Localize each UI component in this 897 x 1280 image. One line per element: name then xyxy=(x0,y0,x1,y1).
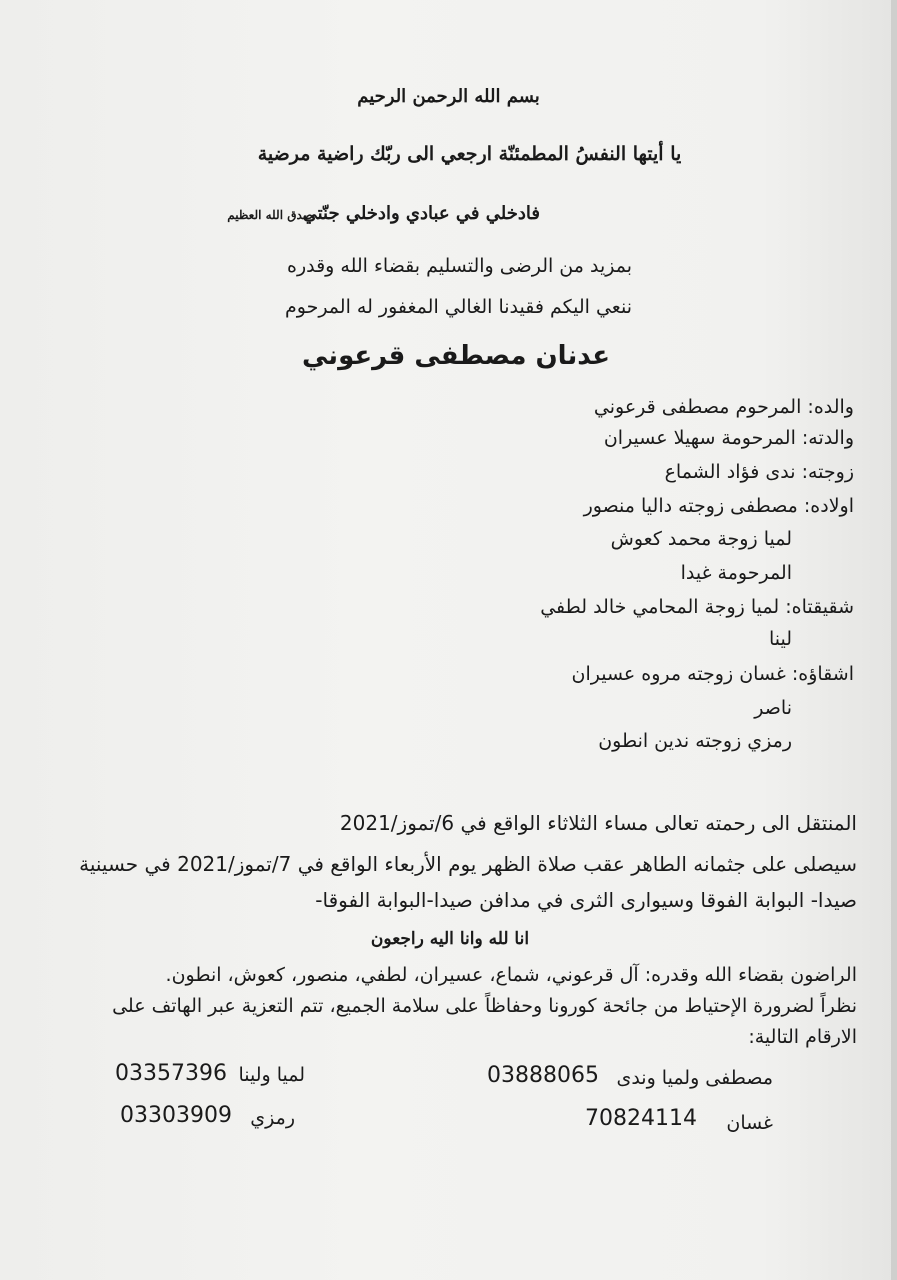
contact-name-1: مصطفى ولميا وندى xyxy=(616,1067,773,1089)
phone-notice-line-1: نظراً لضرورة الإحتياط من جائحة كورونا وحفاظاً على سلامة الجميع، تتم التعزية عبر الهاتف على xyxy=(112,995,857,1017)
mother-line: والدته: المرحومة سهيلا عسيران xyxy=(603,427,854,449)
brothers-line-3: رمزي زوجته ندين انطون xyxy=(598,730,792,752)
brothers-line-2: ناصر xyxy=(754,697,792,719)
contact-name-4: رمزي xyxy=(250,1107,295,1129)
sisters-line-1: شقيقتاه: لميا زوجة المحامي خالد لطفي xyxy=(540,596,854,618)
father-line: والده: المرحوم مصطفى قرعوني xyxy=(593,396,854,418)
children-line-3: المرحومة غيدا xyxy=(680,562,792,584)
contact-name-2: لميا ولينا xyxy=(238,1064,305,1086)
death-announcement: المنتقل الى رحمته تعالى مساء الثلاثاء الواقع في 6/تموز/2021 xyxy=(339,811,857,835)
children-line-2: لميا زوجة محمد كعوش xyxy=(610,528,792,550)
verse-suffix: صدق الله العظيم xyxy=(227,208,313,222)
contact-number-2: 03357396 xyxy=(115,1061,227,1086)
paper-edge xyxy=(891,0,897,1280)
funeral-line-1: سيصلى على جثمانه الطاهر عقب صلاة الظهر يوم الأربعاء الواقع في 7/تموز/2021 في حسينية xyxy=(79,852,857,876)
contact-number-1: 03888065 xyxy=(487,1063,599,1088)
brothers-line-1: اشقاؤه: غسان زوجته مروه عسيران xyxy=(571,663,854,685)
phone-notice-line-2: الارقام التالية: xyxy=(748,1026,857,1048)
children-line-1: اولاده: مصطفى زوجته داليا منصور xyxy=(583,495,854,517)
verse-line-2: فادخلي في عبادي وادخلي جنّتي xyxy=(302,203,540,224)
basmala: بسم الله الرحمن الرحيم xyxy=(357,86,540,107)
intro-line-1: بمزيد من الرضى والتسليم بقضاء الله وقدره xyxy=(286,255,632,277)
deceased-name: عدنان مصطفى قرعوني xyxy=(302,341,610,371)
contact-number-3: 70824114 xyxy=(585,1106,697,1131)
intro-line-2: ننعي اليكم فقيدنا الغالي المغفور له المرحوم xyxy=(285,296,632,318)
inna-lillah: انا لله وانا اليه راجعون xyxy=(370,929,530,949)
verse-line-1: يا أيتها النفسُ المطمئنّة ارجعي الى ربّك راضية مرضية xyxy=(257,143,682,165)
contact-number-4: 03303909 xyxy=(120,1103,232,1128)
sisters-line-2: لينا xyxy=(768,628,792,650)
wife-line: زوجته: ندى فؤاد الشماع xyxy=(664,461,854,483)
mourners-line: الراضون بقضاء الله وقدره: آل قرعوني، شماع، عسيران، لطفي، منصور، كعوش، انطون. xyxy=(165,964,857,986)
contact-name-3: غسان xyxy=(726,1112,773,1134)
funeral-line-2: صيدا- البوابة الفوقا وسيوارى الثرى في مدافن صيدا-البوابة الفوقا- xyxy=(315,888,857,912)
